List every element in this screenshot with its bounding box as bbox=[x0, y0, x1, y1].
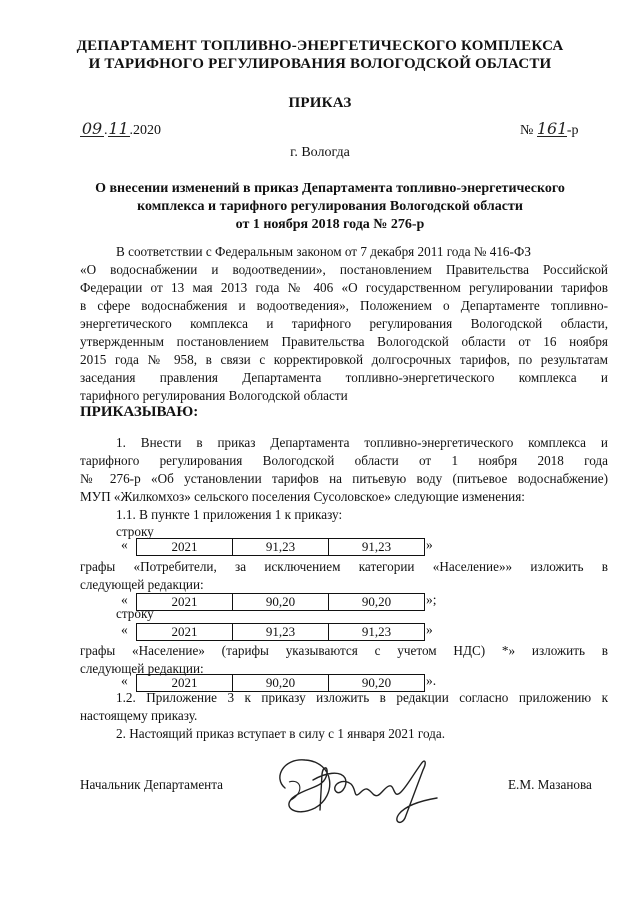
item1-line: тарифного регулирования Вологодской области от 1 ноября 2018 года bbox=[80, 453, 608, 468]
preamble-line: в сфере водоснабжения и водоотведения», Положением о Департаменте топливно- bbox=[80, 298, 608, 313]
quote-open: « bbox=[121, 673, 128, 688]
row-value: 90,20 bbox=[329, 594, 425, 611]
document-number bbox=[520, 119, 579, 139]
document-type: ПРИКАЗ bbox=[288, 95, 352, 111]
department-name-line2: И ТАРИФНОГО РЕГУЛИРОВАНИЯ ВОЛОГОДСКОЙ ОБЛАСТИ bbox=[88, 56, 552, 72]
preamble-line: 2015 года № 958, в связи с корректировкой долгосрочных тарифов, по результатам bbox=[80, 352, 608, 367]
preamble-line: Федерации от 13 мая 2013 года № 406 «О государственном регулировании тарифов bbox=[80, 280, 608, 295]
number-suffix: -р bbox=[566, 123, 579, 138]
quote-close: » bbox=[426, 537, 433, 552]
row-year: 2021 bbox=[137, 624, 233, 641]
date-day: 09 bbox=[81, 119, 103, 138]
preamble-line: энергетического комплекса и тарифного регулирования Вологодской области, bbox=[80, 316, 608, 331]
row-value: 90,20 bbox=[329, 675, 425, 692]
tariff-row bbox=[136, 623, 425, 641]
quote-close: »; bbox=[426, 592, 437, 607]
row-year: 2021 bbox=[137, 594, 233, 611]
row-value: 90,20 bbox=[233, 594, 329, 611]
date-year: .2020 bbox=[129, 123, 161, 138]
row-value: 91,23 bbox=[233, 624, 329, 641]
quote-open: « bbox=[121, 537, 128, 552]
item1-2-line: настоящему приказу. bbox=[80, 708, 198, 723]
row-value: 91,23 bbox=[329, 539, 425, 556]
graph-line: графы «Население» (тарифы указываются с учетом НДС) *» изложить в bbox=[80, 643, 608, 658]
subject-line2: комплекса и тарифного регулирования Вологодской области bbox=[137, 199, 523, 214]
number-value: 161 bbox=[536, 119, 568, 138]
quote-open: « bbox=[121, 592, 128, 607]
preamble-line: В соответствии с Федеральным законом от 7 декабря 2011 года № 416-ФЗ bbox=[116, 244, 531, 259]
handwritten-signature bbox=[265, 748, 455, 828]
item1-1: 1.1. В пункте 1 приложения 1 к приказу: bbox=[116, 507, 343, 522]
graph-line: следующей редакции: bbox=[80, 661, 204, 676]
preamble-line: тарифного регулирования Вологодской области bbox=[80, 388, 348, 403]
subject-line3: от 1 ноября 2018 года № 276-р bbox=[235, 217, 425, 232]
tariff-row bbox=[136, 538, 425, 556]
word-stroku: строку bbox=[116, 606, 154, 621]
item1-line: МУП «Жилкомхоз» сельского поселения Сусоловское» следующие изменения: bbox=[80, 489, 525, 504]
row-value: 91,23 bbox=[233, 539, 329, 556]
signature-position: Начальник Департамента bbox=[80, 777, 224, 792]
item1-line: 1. Внести в приказ Департамента топливно-энергетического комплекса и bbox=[116, 435, 608, 450]
quote-open: « bbox=[121, 622, 128, 637]
signatory-name: Е.М. Мазанова bbox=[508, 777, 592, 792]
row-value: 91,23 bbox=[329, 624, 425, 641]
quote-close: ». bbox=[426, 673, 437, 688]
tariff-row bbox=[136, 593, 425, 611]
item1-line: № 276-р «Об установлении тарифов на питьевую воду (питьевое водоснабжение) bbox=[80, 471, 608, 486]
graph-line: графы «Потребители, за исключением категории «Население»» изложить в bbox=[80, 559, 608, 574]
row-year: 2021 bbox=[137, 539, 233, 556]
row-value: 90,20 bbox=[233, 675, 329, 692]
preamble-line: «О водоснабжении и водоотведении», постановлением Правительства Российской bbox=[80, 262, 608, 277]
subject-line1: О внесении изменений в приказ Департамента топливно-энергетического bbox=[95, 181, 565, 196]
order-word: ПРИКАЗЫВАЮ: bbox=[80, 404, 199, 420]
preamble-line: заседания правления Департамента топливно-энергетического комплекса и bbox=[80, 370, 608, 385]
date-month: 11 bbox=[108, 119, 129, 138]
document-date: 09 .11.2020 bbox=[81, 119, 161, 138]
word-stroku: строку bbox=[116, 524, 154, 539]
row-year: 2021 bbox=[137, 675, 233, 692]
number-prefix: № bbox=[520, 123, 534, 138]
item2: 2. Настоящий приказ вступает в силу с 1 января 2021 года. bbox=[116, 726, 446, 741]
preamble-line: утвержденным постановлением Правительства Вологодской области от 16 ноября bbox=[80, 334, 608, 349]
city: г. Вологда bbox=[290, 145, 350, 160]
quote-close: » bbox=[426, 622, 433, 637]
graph-line: следующей редакции: bbox=[80, 577, 204, 592]
item1-2-line: 1.2. Приложение 3 к приказу изложить в редакции согласно приложению к bbox=[116, 690, 608, 705]
department-name-line1: ДЕПАРТАМЕНТ ТОПЛИВНО-ЭНЕРГЕТИЧЕСКОГО КОМПЛЕКСА bbox=[76, 38, 564, 54]
